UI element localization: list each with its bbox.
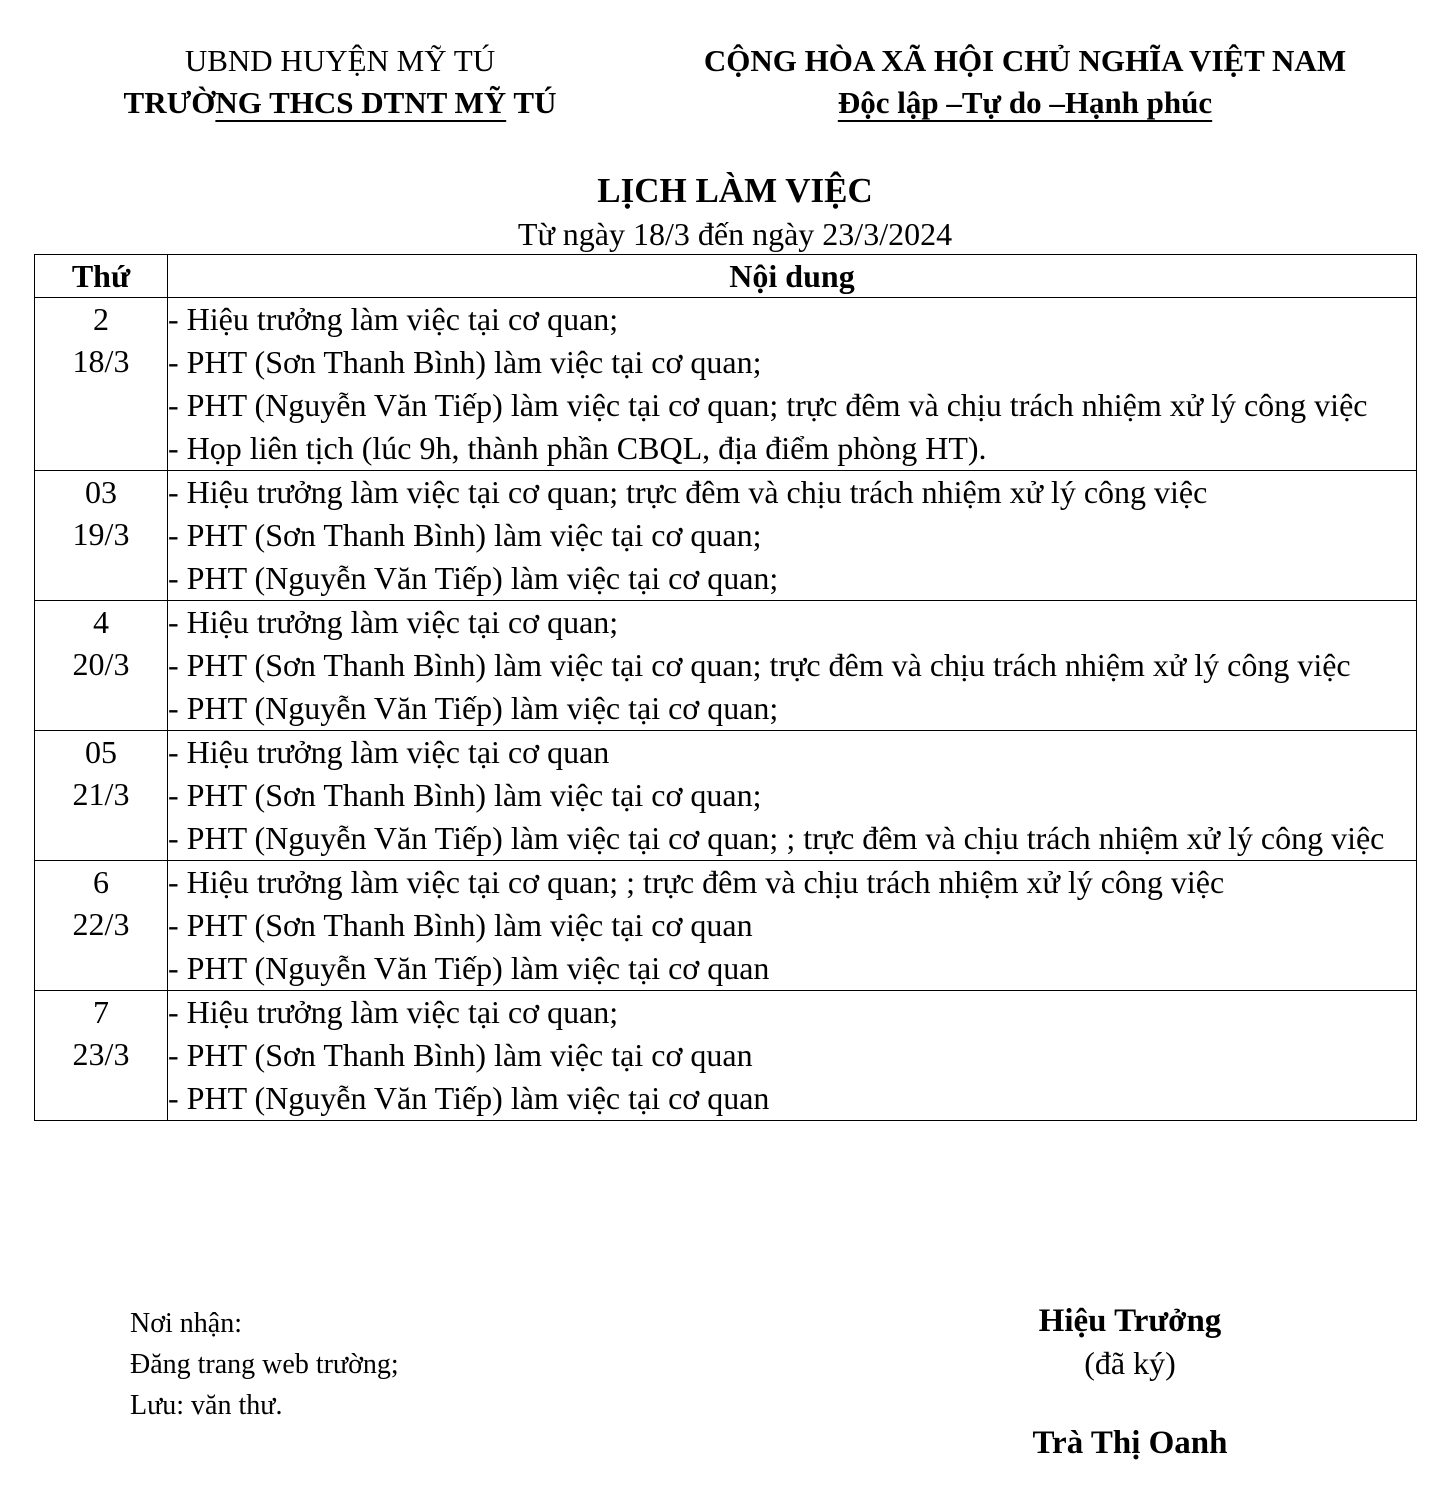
recipient-item: Đăng trang web trường; <box>130 1349 399 1380</box>
task-line: - Họp liên tịch (lúc 9h, thành phần CBQL, địa điểm phòng HT). <box>168 430 987 466</box>
task-line: - Hiệu trưởng làm việc tại cơ quan; ; trực đêm và chịu trách nhiệm xử lý công việc <box>168 864 1225 900</box>
row-date: 18/3 <box>72 343 130 379</box>
school-name-start: TRƯỜ <box>123 85 216 120</box>
table-header-row <box>35 255 1417 298</box>
task-line: - Hiệu trưởng làm việc tại cơ quan; <box>168 604 619 640</box>
signer-name: Trà Thị Oanh <box>1032 1425 1228 1461</box>
row-date: 21/3 <box>72 776 130 812</box>
task-line: - PHT (Sơn Thanh Bình) làm việc tại cơ quan; <box>168 517 762 553</box>
task-line: - PHT (Nguyễn Văn Tiếp) làm việc tại cơ quan <box>168 950 770 986</box>
signed-status: (đã ký) <box>1084 1345 1176 1381</box>
task-line: - Hiệu trưởng làm việc tại cơ quan; <box>168 994 619 1030</box>
task-line: - PHT (Nguyễn Văn Tiếp) làm việc tại cơ quan; ; trực đêm và chịu trách nhiệm xử lý công việc <box>168 820 1385 856</box>
column-header-content: Nội dung <box>168 255 1417 298</box>
content-cell <box>168 471 1417 601</box>
task-line: - PHT (Nguyễn Văn Tiếp) làm việc tại cơ quan <box>168 1080 770 1116</box>
recipients-block <box>130 1303 399 1426</box>
table-row <box>35 731 1417 861</box>
weekday-number: 7 <box>93 994 109 1030</box>
table-row <box>35 861 1417 991</box>
schedule-table <box>34 254 1417 1121</box>
document-title: LỊCH LÀM VIỆC <box>597 171 873 210</box>
content-cell <box>168 731 1417 861</box>
task-line: - Hiệu trưởng làm việc tại cơ quan; trực đêm và chịu trách nhiệm xử lý công việc <box>168 474 1208 510</box>
task-line: - Hiệu trưởng làm việc tại cơ quan <box>168 734 610 770</box>
document-subtitle: Từ ngày 18/3 đến ngày 23/3/2024 <box>517 216 953 252</box>
country-name: CỘNG HÒA XÃ HỘI CHỦ NGHĨA VIỆT NAM <box>703 43 1347 78</box>
table-row <box>35 601 1417 731</box>
recipients-heading: Nơi nhận: <box>130 1308 243 1339</box>
issuing-authority <box>60 40 620 124</box>
table-row <box>35 991 1417 1121</box>
school-name-underlined: NG THCS DTNT MỸ <box>215 85 507 120</box>
school-name-end: TÚ <box>506 85 557 120</box>
task-line: - PHT (Nguyễn Văn Tiếp) làm việc tại cơ quan; trực đêm và chịu trách nhiệm xử lý công việc <box>168 387 1368 423</box>
recipient-item: Lưu: văn thư. <box>130 1390 283 1421</box>
task-line: - PHT (Sơn Thanh Bình) làm việc tại cơ quan <box>168 1037 753 1073</box>
day-cell <box>35 298 168 471</box>
task-line: - PHT (Sơn Thanh Bình) làm việc tại cơ quan <box>168 907 753 943</box>
row-date: 23/3 <box>72 1036 130 1072</box>
task-line: - PHT (Nguyễn Văn Tiếp) làm việc tại cơ quan; <box>168 690 779 726</box>
weekday-number: 6 <box>93 864 109 900</box>
row-date: 20/3 <box>72 646 130 682</box>
day-cell <box>35 991 168 1121</box>
task-line: - PHT (Nguyễn Văn Tiếp) làm việc tại cơ quan; <box>168 560 779 596</box>
row-date: 19/3 <box>72 516 130 552</box>
motto-text: Độc lập –Tự do –Hạnh phúc <box>837 85 1213 120</box>
day-cell <box>35 601 168 731</box>
district-name: UBND HUYỆN MỸ TÚ <box>184 43 496 78</box>
table-row <box>35 298 1417 471</box>
content-cell <box>168 991 1417 1121</box>
weekday-number: 4 <box>93 604 109 640</box>
signature-block <box>960 1300 1300 1464</box>
day-cell <box>35 731 168 861</box>
weekday-number: 05 <box>85 734 117 770</box>
content-cell <box>168 861 1417 991</box>
task-line: - PHT (Sơn Thanh Bình) làm việc tại cơ quan; <box>168 777 762 813</box>
motto <box>660 82 1390 124</box>
task-line: - PHT (Sơn Thanh Bình) làm việc tại cơ quan; trực đêm và chịu trách nhiệm xử lý công việc <box>168 647 1351 683</box>
day-cell <box>35 471 168 601</box>
table-row <box>35 471 1417 601</box>
row-date: 22/3 <box>72 906 130 942</box>
school-name <box>60 82 620 124</box>
weekday-number: 03 <box>85 474 117 510</box>
task-line: - PHT (Sơn Thanh Bình) làm việc tại cơ quan; <box>168 344 762 380</box>
signer-title: Hiệu Trưởng <box>1038 1303 1222 1339</box>
column-header-day: Thứ <box>35 255 168 298</box>
weekday-number: 2 <box>93 301 109 337</box>
national-motto <box>660 40 1390 124</box>
day-cell <box>35 861 168 991</box>
content-cell <box>168 298 1417 471</box>
task-line: - Hiệu trưởng làm việc tại cơ quan; <box>168 301 619 337</box>
content-cell <box>168 601 1417 731</box>
